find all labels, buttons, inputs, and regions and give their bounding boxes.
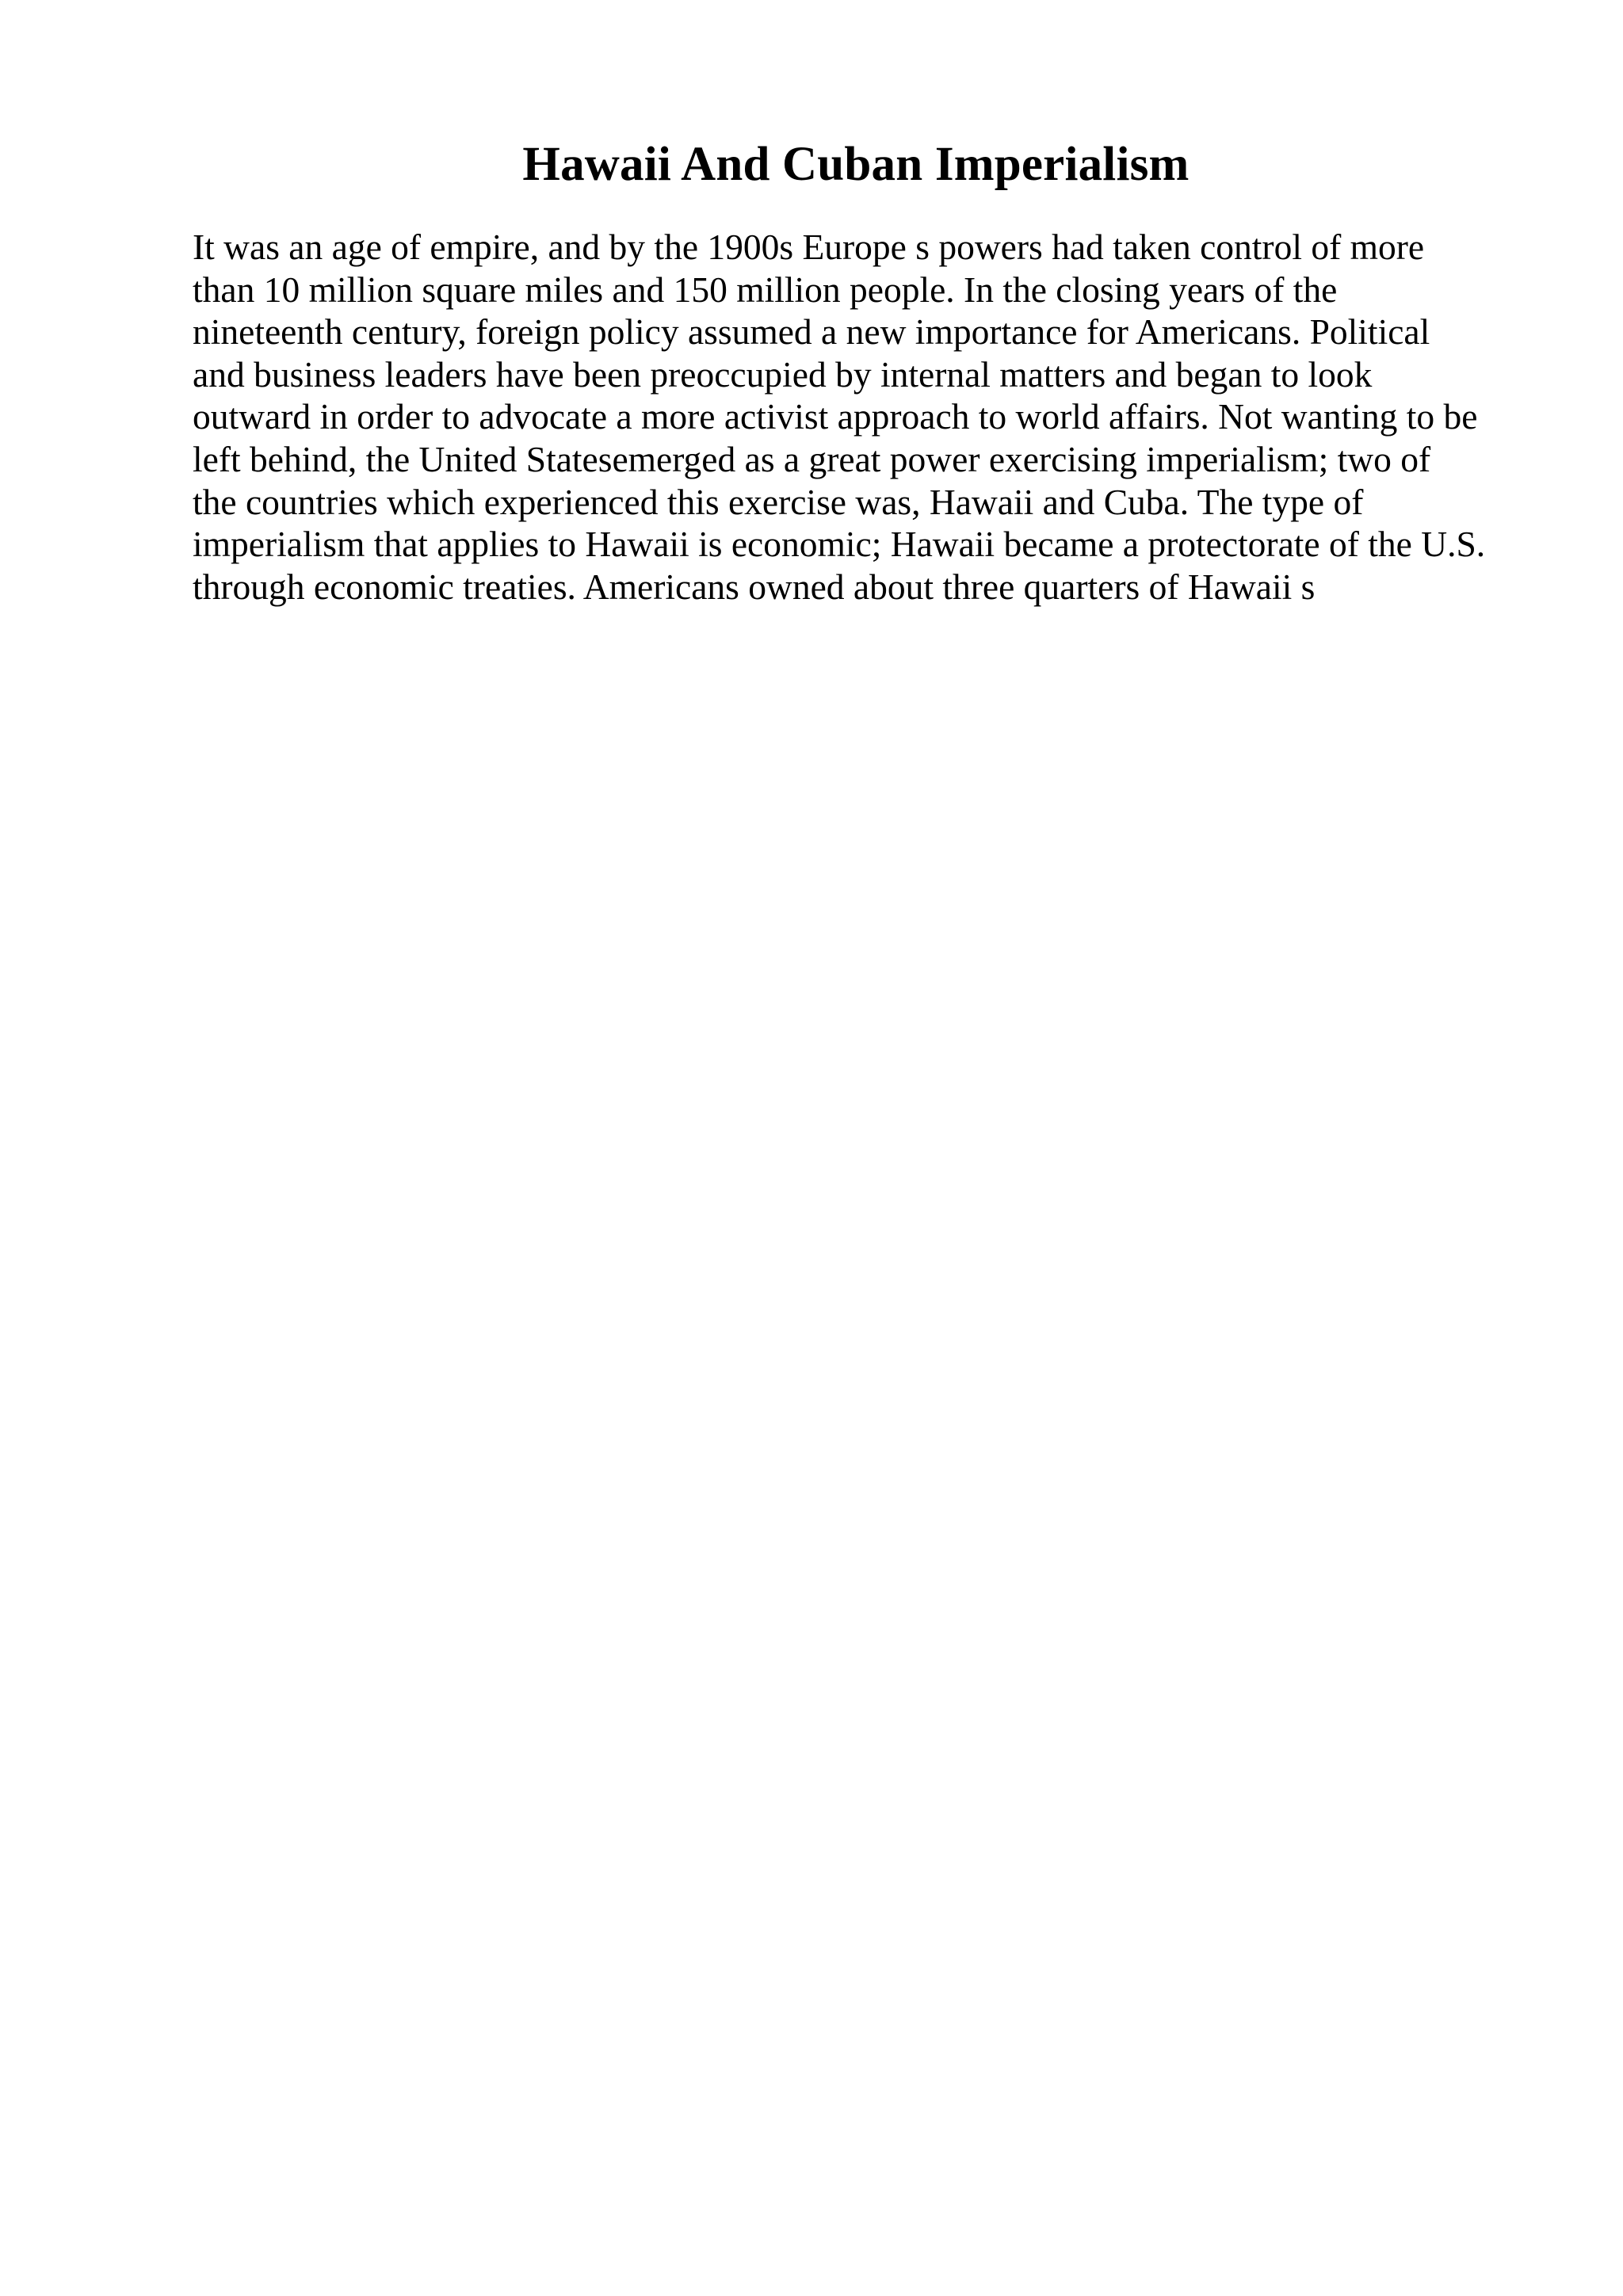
body-line: the countries which experienced this exercise was, Hawaii and Cuba. The type of <box>193 481 1364 522</box>
body-line: than 10 million square miles and 150 million people. In the closing years of the <box>193 269 1338 310</box>
body-line: and business leaders have been preoccupied by internal matters and began to look <box>193 353 1373 395</box>
body-paragraph <box>193 226 1524 608</box>
body-line: outward in order to advocate a more activist approach to world affairs. Not wanting to be <box>193 396 1478 437</box>
document-title: Hawaii And Cuban Imperialism <box>522 138 1190 191</box>
body-line: imperialism that applies to Hawaii is economic; Hawaii became a protectorate of the U.S. <box>193 524 1486 565</box>
body-line: It was an age of empire, and by the 1900s Europe s powers had taken control of more <box>193 227 1425 267</box>
body-line: nineteenth century, foreign policy assumed a new importance for Americans. Political <box>193 311 1430 353</box>
body-line: through economic treaties. Americans owned about three quarters of Hawaii s <box>193 566 1316 607</box>
body-line: left behind, the United Statesemerged as a great power exercising imperialism; two of <box>193 438 1431 479</box>
